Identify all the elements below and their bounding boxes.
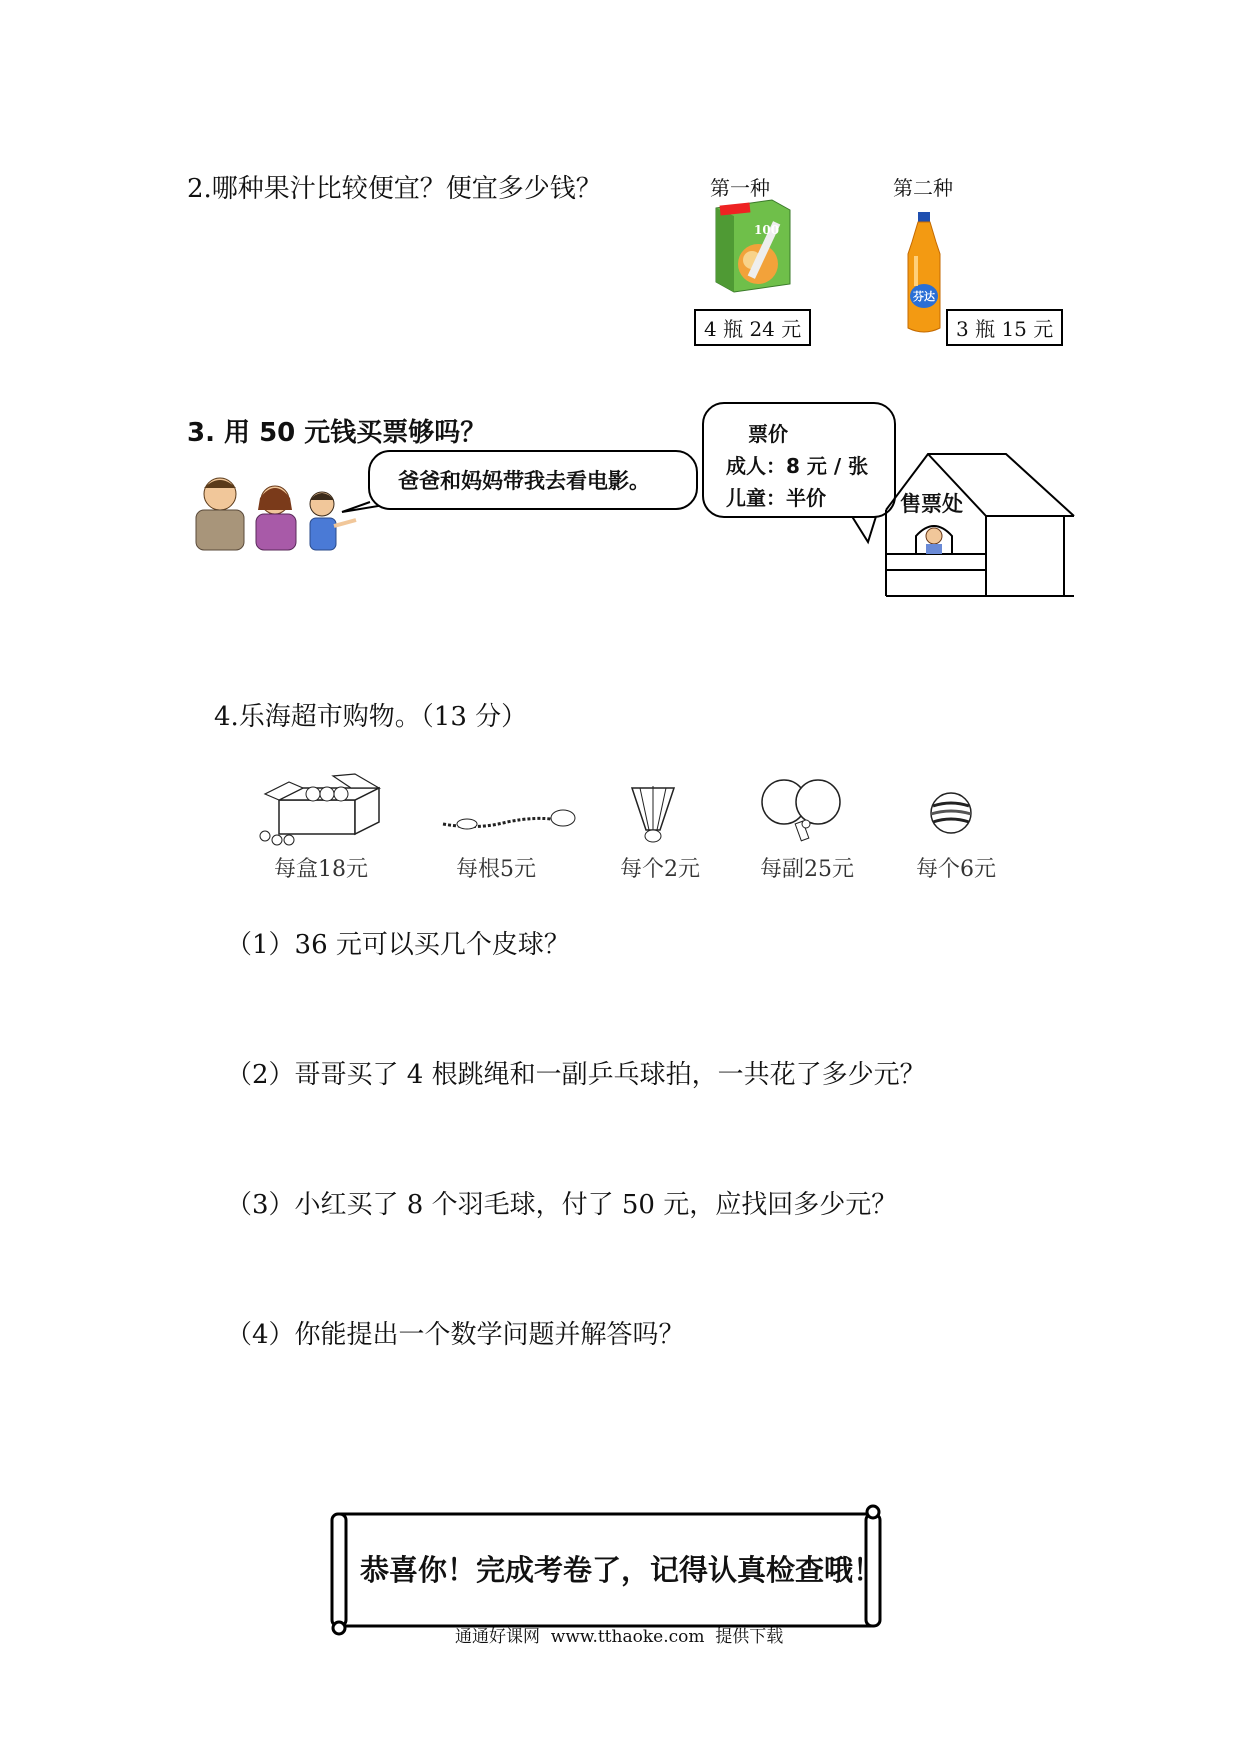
ticket-adult-price: 成人：8 元 / 张 (726, 454, 869, 478)
q2-title: 2.哪种果汁比较便宜？便宜多少钱？ (187, 174, 602, 204)
q4-sub3: （3）小红买了 8 个羽毛球，付了 50 元，应找回多少元？ (226, 1190, 898, 1220)
footer-text: 通通好课网 www.tthaoke.com 提供下载 (455, 1627, 784, 1647)
item-price-label: 每个2元 (620, 857, 700, 882)
juice-first-label: 第一种 (710, 176, 770, 200)
soda-bottle-icon (902, 210, 948, 340)
q4-sub4: （4）你能提出一个数学问题并解答吗？ (226, 1320, 685, 1350)
juice-first-price: 4 瓶 24 元 (694, 309, 811, 346)
rubber-ball-icon (928, 790, 974, 836)
speech-text: 爸爸和妈妈带我去看电影。 (398, 469, 650, 493)
booth-sign: 售票处 (900, 492, 963, 516)
banner-text: 恭喜你！完成考卷了，记得认真检查哦！ (360, 1553, 883, 1587)
item-price-label: 每个6元 (916, 857, 996, 882)
ticket-booth-icon (878, 450, 1078, 600)
ticket-title: 票价 (748, 422, 788, 446)
juice-second-label: 第二种 (893, 176, 953, 200)
svg-text:100: 100 (754, 223, 780, 237)
q4-title: 4.乐海超市购物。（13 分） (214, 702, 528, 732)
ping-pong-paddles-icon (760, 778, 844, 842)
q4-sub2: （2）哥哥买了 4 根跳绳和一副乒乓球拍，一共花了多少元？ (226, 1060, 926, 1090)
ticket-child-price: 儿童：半价 (726, 486, 826, 510)
item-price-label: 每副25元 (760, 857, 854, 882)
svg-text:芬达: 芬达 (913, 290, 935, 303)
juice-second-price: 3 瓶 15 元 (946, 309, 1063, 346)
ball-box-icon (255, 772, 395, 846)
juice-carton-icon (710, 196, 796, 296)
q3-title: 3. 用 50 元钱买票够吗？ (187, 418, 487, 448)
shuttlecock-icon (628, 784, 678, 844)
item-price-label: 每根5元 (456, 857, 536, 882)
item-price-label: 每盒18元 (274, 857, 368, 882)
q4-sub1: （1）36 元可以买几个皮球？ (226, 930, 570, 960)
jump-rope-icon (437, 800, 577, 840)
